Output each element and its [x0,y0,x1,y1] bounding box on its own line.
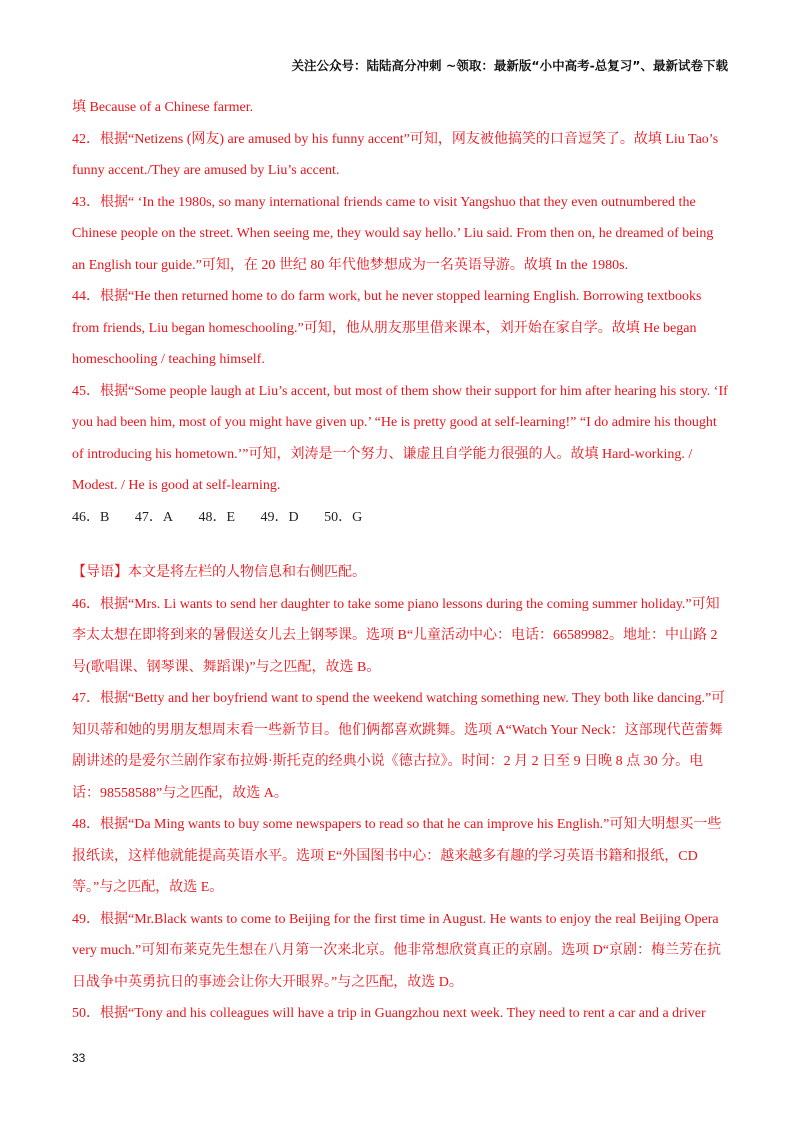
answer-key: 49．D [260,509,299,525]
page-number: 33 [72,1051,86,1065]
explanation-paragraph: 46．根据“Mrs. Li wants to send her daughter to take some piano lessons during the coming summer holiday.”可知李太太想在即将到来的暑假送女儿去上钢琴课。选项 B“儿童活动中心：电话：66589982。地址：中山路 2 号(歌唱课、钢琴课、舞蹈课)”与之匹配，故选 B。 [72,596,720,675]
explanation-paragraph: 48．根据“Da Ming wants to buy some newspapers to read so that he can improve his English.”可知大明想买一些报纸读，这样他就能提高英语水平。选项 E“外国图书中心：越来越多有趣的学习英语书籍和报纸，CD 等。”与之匹配，故选 E。 [72,817,722,895]
answer-paragraph: 43．根据“ ‘In the 1980s, so many international friends came to visit Yangshuo that they even outnumbered the Chinese people on the street. When seeing me, they would say hello.’ Liu said. From then on, he dreamed of being an English tour guide.”可知，在 20 世纪 80 年代他梦想成为一名英语导游。故填 In the 1980s. [72,194,714,273]
answer-key: 48．E [198,509,236,525]
spacer [72,533,728,557]
answer-key: 50．G [324,509,363,525]
explanation-paragraph: 47．根据“Betty and her boyfriend want to spend the weekend watching something new. They both like dancing.”可知贝蒂和她的男朋友想周末看一些新节目。他们俩都喜欢跳舞。选项 A“Watch Your Neck：这部现代芭蕾舞剧讲述的是爱尔兰剧作家布拉姆·斯托克的经典小说《德古拉》。时间：2 月 2 日至 9 日晚 8 点 30 分。电话：98558588”与之匹配，故选 A。 [72,691,726,801]
answer-paragraph: 填 Because of a Chinese farmer. [72,100,254,115]
answer-paragraph: 44．根据“He then returned home to do farm work, but he never stopped learning English. Borrowing textbooks from friends, Liu began homeschooling.”可知，他从朋友那里借来课本，刘开始在家自学。故填 He began homeschooling / teaching himself. [72,289,702,367]
answer-key: 47．A [134,509,173,525]
answer-key-line [72,502,728,534]
answer-paragraph: 45．根据“Some people laugh at Liu’s accent, but most of them show their support for him after hearing his story. ‘If you had been him, most of you might have given up.’ “He is pretty good at self-learning!” “I do admire his thought of introducing his hometown.’”可知，刘涛是一个努力、谦虚且自学能力很强的人。故填 Hard-working. / Modest. / He is good at self-learning. [72,383,728,493]
explanation-paragraph: 49．根据“Mr.Black wants to come to Beijing for the first time in August. He wants to enjoy the real Beijing Opera very much.”可知布莱克先生想在八月第一次来北京。他非常想欣赏真正的京剧。选项 D“京剧：梅兰芳在抗日战争中英勇抗日的事迹会让你大开眼界。”与之匹配，故选 D。 [72,911,722,990]
lead-paragraph [72,557,728,589]
lead-text: 本文是将左栏的人物信息和右侧匹配。 [128,565,366,580]
lead-tag: 【导语】 [72,565,128,580]
explanation-paragraph: 50．根据“Tony and his colleagues will have a trip in Guangzhou next week. They need to rent a car and a driver [72,1006,706,1021]
page-header: 关注公众号：陆陆高分冲刺 ~领取：最新版“小中高考-总复习”、最新试卷下载 [291,58,728,73]
document-body [72,92,728,1030]
answer-key: 46．B [72,509,110,525]
answer-paragraph: 42．根据“Netizens (网友) are amused by his funny accent”可知，网友被他搞笑的口音逗笑了。故填 Liu Tao’s funny accent./They are amused by Liu’s accent. [72,131,719,178]
